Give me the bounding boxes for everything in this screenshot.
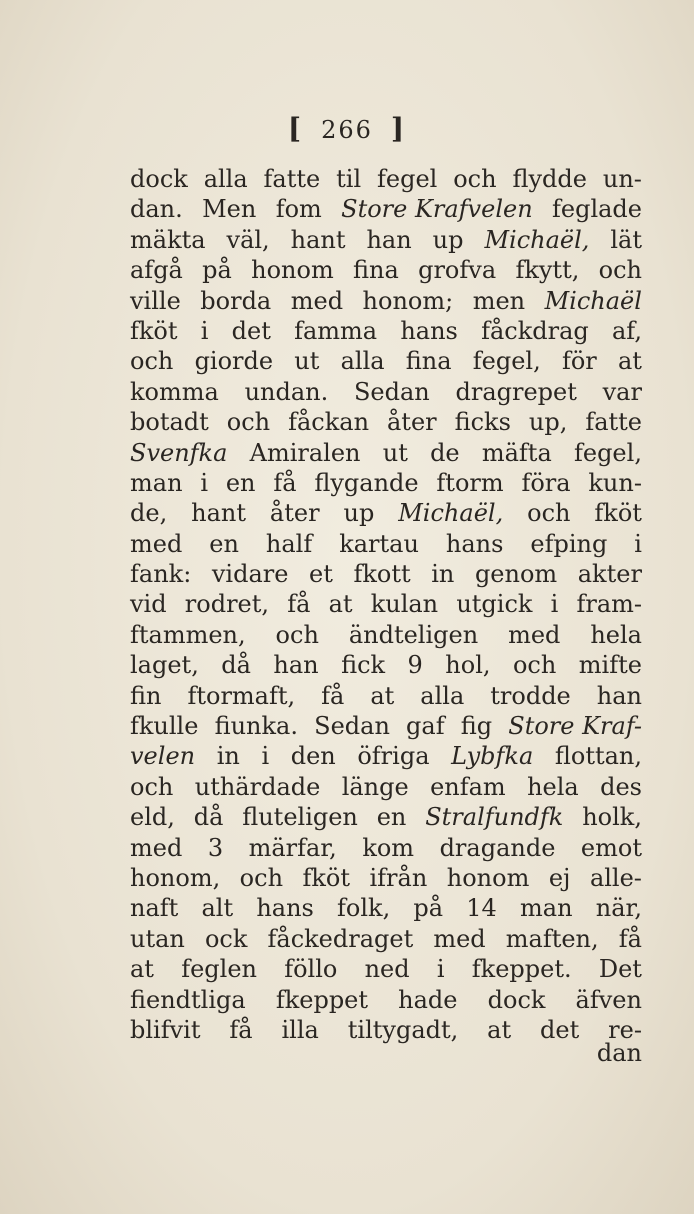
word: alt	[201, 894, 234, 923]
text-line	[130, 225, 642, 255]
text-line	[130, 711, 642, 741]
word: holk,	[582, 803, 642, 832]
text-line	[130, 255, 642, 285]
word: fom	[275, 195, 322, 224]
word: i	[634, 529, 642, 558]
word: fkytt,	[515, 256, 580, 285]
word: Sedan	[314, 712, 390, 741]
word: fåckdrag	[481, 316, 589, 345]
word: var	[602, 377, 642, 406]
word: fköt	[302, 863, 351, 892]
word: hela	[527, 772, 579, 801]
word: ut	[382, 438, 408, 467]
word: åter	[269, 499, 320, 528]
word: föra	[521, 468, 571, 497]
word: fkott	[353, 560, 411, 589]
word: til	[336, 165, 362, 193]
text-line	[130, 194, 642, 224]
word: fina	[405, 347, 452, 376]
word: utan	[130, 924, 185, 953]
text-line	[130, 164, 642, 194]
word: föllo	[284, 955, 338, 984]
word: 14	[466, 894, 497, 923]
word: Lybfka	[451, 742, 534, 771]
word: Amiralen	[249, 438, 361, 467]
word: åter	[387, 408, 437, 437]
word: de	[430, 438, 460, 467]
word: fåckedraget	[267, 924, 414, 953]
word: kulan	[370, 590, 439, 619]
word: ficks	[454, 408, 511, 437]
word: ut	[294, 347, 320, 376]
word: dock	[487, 985, 546, 1014]
word: ftorm	[436, 468, 504, 497]
text-line	[130, 529, 642, 559]
word: för	[561, 347, 597, 376]
word: det	[231, 316, 271, 345]
word: honom,	[130, 863, 221, 892]
word: fegel,	[472, 347, 541, 376]
word: des	[600, 772, 642, 801]
text-line	[130, 377, 642, 407]
word: Sedan	[353, 377, 430, 406]
body-text	[130, 164, 642, 1045]
word: vidare	[211, 560, 289, 589]
word: när,	[595, 894, 642, 923]
text-line	[130, 741, 642, 771]
word: fick	[341, 651, 386, 680]
text-line	[130, 863, 642, 893]
word: et	[309, 560, 333, 589]
word: mäkta	[130, 225, 206, 254]
word: maften,	[505, 924, 599, 953]
word: i	[200, 316, 209, 345]
word: trodde	[490, 681, 571, 710]
word: at	[487, 1015, 512, 1044]
word: med	[130, 529, 183, 558]
text-line	[130, 1015, 642, 1045]
word: alle-	[589, 863, 642, 892]
word: och	[226, 408, 271, 437]
word: utgick	[456, 590, 533, 619]
word: efping	[530, 529, 608, 558]
word: och	[130, 347, 174, 376]
word: botadt	[130, 408, 209, 437]
word: hans	[445, 529, 504, 558]
word: en	[376, 803, 407, 832]
text-line	[130, 316, 642, 346]
word: flottan,	[554, 742, 642, 771]
word: fkeppet.	[471, 955, 572, 984]
word: dan.	[130, 195, 183, 224]
text-line	[130, 954, 642, 984]
text-line	[130, 468, 642, 498]
word: fiunka.	[214, 712, 298, 741]
word: öfriga	[357, 742, 430, 771]
word: och	[239, 863, 284, 892]
word: man	[130, 468, 183, 497]
word: äfven	[575, 985, 642, 1014]
word: fegel,	[573, 438, 642, 467]
word: få	[273, 468, 297, 497]
word: afgå	[130, 256, 183, 285]
word: men	[472, 286, 526, 315]
word: ifrån	[369, 863, 428, 892]
word: fköt	[594, 499, 642, 528]
word: famma	[294, 316, 378, 345]
word: i	[200, 468, 209, 497]
word: fköt	[130, 316, 178, 345]
text-line	[130, 772, 642, 802]
word: då	[221, 651, 251, 680]
word: honom;	[362, 286, 454, 315]
word: med	[508, 620, 561, 649]
word: fåckan	[288, 408, 370, 437]
word: dragrepet	[455, 377, 577, 406]
word: länge	[341, 772, 409, 801]
word: Store Kraf-	[508, 712, 642, 741]
word: fkulle	[130, 712, 199, 741]
word: och	[130, 772, 174, 801]
word: fig	[460, 712, 493, 741]
word: det	[540, 1015, 580, 1044]
word: fatte	[585, 408, 642, 437]
word: fank:	[130, 560, 192, 589]
word: feglen	[181, 955, 257, 984]
word: fluteligen	[242, 803, 358, 832]
text-line	[130, 681, 642, 711]
word: den	[290, 742, 336, 771]
text-line	[130, 650, 642, 680]
bracket-close: ]	[390, 112, 407, 145]
word: flygande	[314, 468, 419, 497]
word: på	[202, 256, 232, 285]
word: laget,	[130, 651, 199, 680]
word: hol,	[445, 651, 491, 680]
word: ville	[130, 286, 181, 315]
word: få	[321, 681, 345, 710]
word: up	[343, 499, 375, 528]
word: hela	[590, 620, 642, 649]
word: han	[366, 225, 412, 254]
word: han	[596, 681, 642, 710]
word: på	[413, 894, 444, 923]
word: han	[273, 651, 319, 680]
word: fiendtliga	[130, 985, 246, 1014]
word: få	[287, 590, 311, 619]
catchword: dan	[596, 1039, 642, 1067]
word: ftormaft,	[187, 681, 296, 710]
word: fkeppet	[275, 985, 369, 1014]
text-line	[130, 589, 642, 619]
word: med	[290, 286, 344, 315]
word: naft	[130, 894, 179, 923]
word: alla	[420, 681, 465, 710]
word: 9	[407, 651, 423, 680]
text-line	[130, 286, 642, 316]
word: hade	[398, 985, 458, 1014]
text-line	[130, 407, 642, 437]
word: och	[453, 165, 497, 193]
word: folk,	[337, 894, 391, 923]
word: lät	[610, 225, 642, 254]
word: mäfta	[481, 438, 552, 467]
word: fina	[353, 256, 399, 285]
word: velen	[130, 742, 196, 771]
word: Michaël,	[398, 499, 504, 528]
word: illa	[281, 1015, 319, 1044]
word: Men	[202, 195, 257, 224]
word: Svenfka	[130, 438, 228, 467]
word: kom	[362, 833, 415, 862]
word: mifte	[578, 651, 642, 680]
word: och	[275, 620, 319, 649]
word: honom	[251, 256, 334, 285]
word: Stralfundfk	[425, 803, 564, 832]
word: gaf	[406, 712, 445, 741]
word: tiltygadt,	[347, 1015, 459, 1044]
word: eld,	[130, 803, 175, 832]
word: hans	[256, 894, 314, 923]
word: och	[598, 256, 642, 285]
word: med	[433, 924, 486, 953]
word: borda	[200, 286, 272, 315]
word: at	[328, 590, 353, 619]
word: vid	[130, 590, 167, 619]
text-line	[130, 985, 642, 1015]
word: af,	[612, 316, 642, 345]
word: Det	[598, 955, 642, 984]
word: alla	[203, 165, 248, 193]
word: kartau	[339, 529, 419, 558]
word: in	[431, 560, 455, 589]
word: hans	[400, 316, 458, 345]
word: un-	[602, 165, 642, 193]
word: ändteligen	[348, 620, 479, 649]
text-line	[130, 346, 642, 376]
word: giorde	[194, 347, 274, 376]
word: hant	[290, 225, 346, 254]
word: och	[512, 651, 557, 680]
word: uthärdade	[194, 772, 321, 801]
bracket-open: [	[287, 112, 304, 145]
text-line	[130, 893, 642, 923]
word: få	[618, 924, 642, 953]
text-line	[130, 620, 642, 650]
text-line	[130, 438, 642, 468]
word: up,	[528, 408, 568, 437]
text-line	[130, 924, 642, 954]
word: man	[520, 894, 573, 923]
word: en	[209, 529, 239, 558]
word: at	[617, 347, 642, 376]
word: komma	[130, 377, 219, 406]
word: grofva	[418, 256, 497, 285]
word: Michaël	[544, 286, 642, 315]
word: märfar,	[248, 833, 337, 862]
word: ej	[548, 863, 571, 892]
text-line	[130, 802, 642, 832]
word: alla	[340, 347, 385, 376]
word: akter	[577, 560, 642, 589]
word: i	[436, 955, 445, 984]
page-header	[0, 112, 694, 145]
word: då	[193, 803, 224, 832]
word: i	[550, 590, 559, 619]
word: få	[229, 1015, 253, 1044]
word: hant	[191, 499, 246, 528]
word: ned	[364, 955, 410, 984]
word: feglade	[552, 195, 642, 224]
word: fegel	[377, 165, 438, 193]
word: och	[527, 499, 571, 528]
text-line	[130, 498, 642, 528]
word: half	[265, 529, 313, 558]
word: in	[216, 742, 240, 771]
word: emot	[580, 833, 642, 862]
word: en	[225, 468, 256, 497]
word: fin	[130, 681, 162, 710]
word: re-	[608, 1015, 642, 1044]
page-number: 266	[321, 116, 373, 144]
word: med	[130, 833, 183, 862]
word: at	[130, 955, 154, 984]
word: ock	[204, 924, 248, 953]
word: Michaël,	[484, 225, 590, 254]
word: kun-	[588, 468, 642, 497]
word: genom	[474, 560, 558, 589]
word: honom	[446, 863, 530, 892]
word: fram-	[576, 590, 642, 619]
word: dock	[130, 165, 188, 193]
word: rodret,	[184, 590, 270, 619]
word: flydde	[512, 165, 587, 193]
word: Store Krafvelen	[341, 195, 533, 224]
word: i	[261, 742, 270, 771]
text-line	[130, 833, 642, 863]
word: undan.	[244, 377, 329, 406]
text-line	[130, 559, 642, 589]
word: enfam	[430, 772, 506, 801]
word: dragande	[439, 833, 556, 862]
word: väl,	[226, 225, 270, 254]
word: at	[370, 681, 395, 710]
word: fatte	[263, 165, 321, 193]
word: blifvit	[130, 1015, 201, 1044]
word: 3	[207, 833, 224, 862]
word: ftammen,	[130, 620, 246, 649]
word: up	[432, 225, 464, 254]
word: de,	[130, 499, 168, 528]
